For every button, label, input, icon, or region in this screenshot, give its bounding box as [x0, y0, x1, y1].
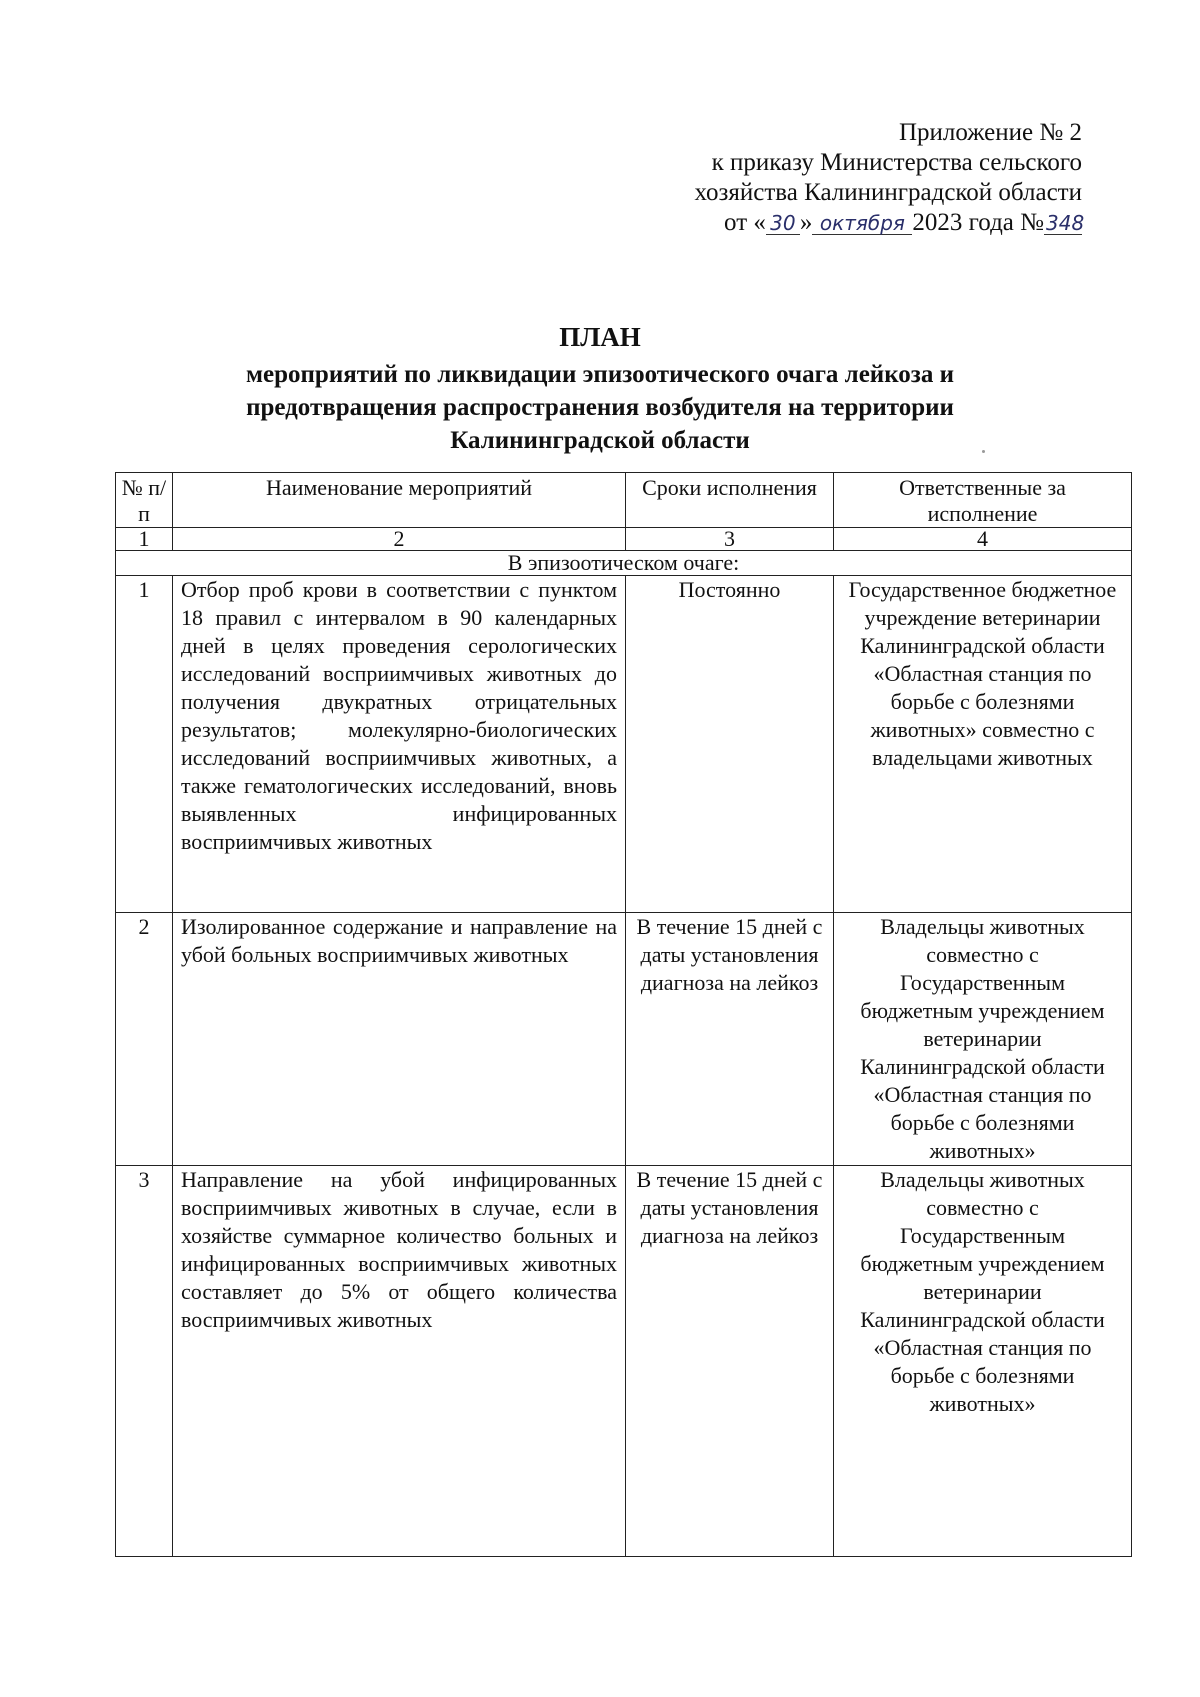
- column-number: 1: [116, 528, 173, 551]
- row-action: Направление на убой инфицированных восприимчивых животных в случае, если в хозяйстве суммарное количество больных и инфицированных восприимчивых животных составляет до 5% от общего количества восприимчивых животных: [173, 1166, 626, 1557]
- table-header-row: [116, 473, 1132, 528]
- header-term: Сроки исполнения: [626, 473, 834, 528]
- title-main: ПЛАН: [559, 322, 641, 352]
- row-term: Постоянно: [626, 576, 834, 913]
- row-responsible: Владельцы животных совместно с Государственным бюджетным учреждением ветеринарии Калининградской области «Областная станция по борьбе с болезнями животных»: [834, 913, 1132, 1166]
- order-reference: к приказу Министерства сельского: [711, 149, 1082, 176]
- section-row: [116, 551, 1132, 576]
- handwritten-day: 30: [766, 212, 800, 235]
- row-action: Изолированное содержание и направление на убой больных восприимчивых животных: [173, 913, 626, 1166]
- row-number: 3: [116, 1166, 173, 1557]
- title-line-1: мероприятий по ликвидации эпизоотического очага лейкоза и: [246, 361, 954, 388]
- column-number: 2: [173, 528, 626, 551]
- column-number: 4: [834, 528, 1132, 551]
- ministry-name: хозяйства Калининградской области: [694, 179, 1082, 206]
- handwritten-month: октября: [812, 212, 912, 235]
- row-responsible: Государственное бюджетное учреждение ветеринарии Калининградской области «Областная станция по борьбе с болезнями животных» совместно с владельцами животных: [834, 576, 1132, 913]
- date-year: 2023 года №: [912, 209, 1044, 236]
- row-responsible: Владельцы животных совместно с Государственным бюджетным учреждением ветеринарии Калининградской области «Областная станция по борьбе с болезнями животных»: [834, 1166, 1132, 1557]
- row-number: 2: [116, 913, 173, 1166]
- row-number: 1: [116, 576, 173, 913]
- title-line-3: Калининградской области: [450, 427, 750, 454]
- table-row: [116, 576, 1132, 913]
- title-line-2: предотвращения распространения возбудителя на территории: [246, 394, 954, 421]
- row-action: Отбор проб крови в соответствии с пунктом 18 правил с интервалом в 90 календарных дней в целях проведения серологических исследований восприимчивых животных до получения двукратных отрицательных результатов; молекулярно-биологических исследований восприимчивых животных, а также гематологических исследований, вновь выявленных инфицированных восприимчивых животных: [173, 576, 626, 913]
- table-row: [116, 913, 1132, 1166]
- row-term: В течение 15 дней с даты установления диагноза на лейкоз: [626, 913, 834, 1166]
- column-number-row: [116, 528, 1132, 551]
- document-header: [694, 118, 1085, 238]
- appendix-label: Приложение № 2: [898, 119, 1082, 146]
- scan-speck: [982, 450, 985, 453]
- header-num: № п/п: [116, 473, 173, 528]
- order-date-line: [694, 208, 1085, 238]
- date-prefix: от «: [724, 209, 766, 236]
- table-row: [116, 1166, 1132, 1557]
- plan-table: [115, 472, 1132, 1557]
- header-responsible: Ответственные за исполнение: [834, 473, 1132, 528]
- date-mid: »: [799, 209, 813, 236]
- handwritten-order-number: 348: [1046, 211, 1085, 235]
- document-title: [150, 320, 1050, 457]
- row-term: В течение 15 дней с даты установления диагноза на лейкоз: [626, 1166, 834, 1557]
- header-name: Наименование мероприятий: [173, 473, 626, 528]
- section-title: В эпизоотическом очаге:: [116, 551, 1132, 576]
- column-number: 3: [626, 528, 834, 551]
